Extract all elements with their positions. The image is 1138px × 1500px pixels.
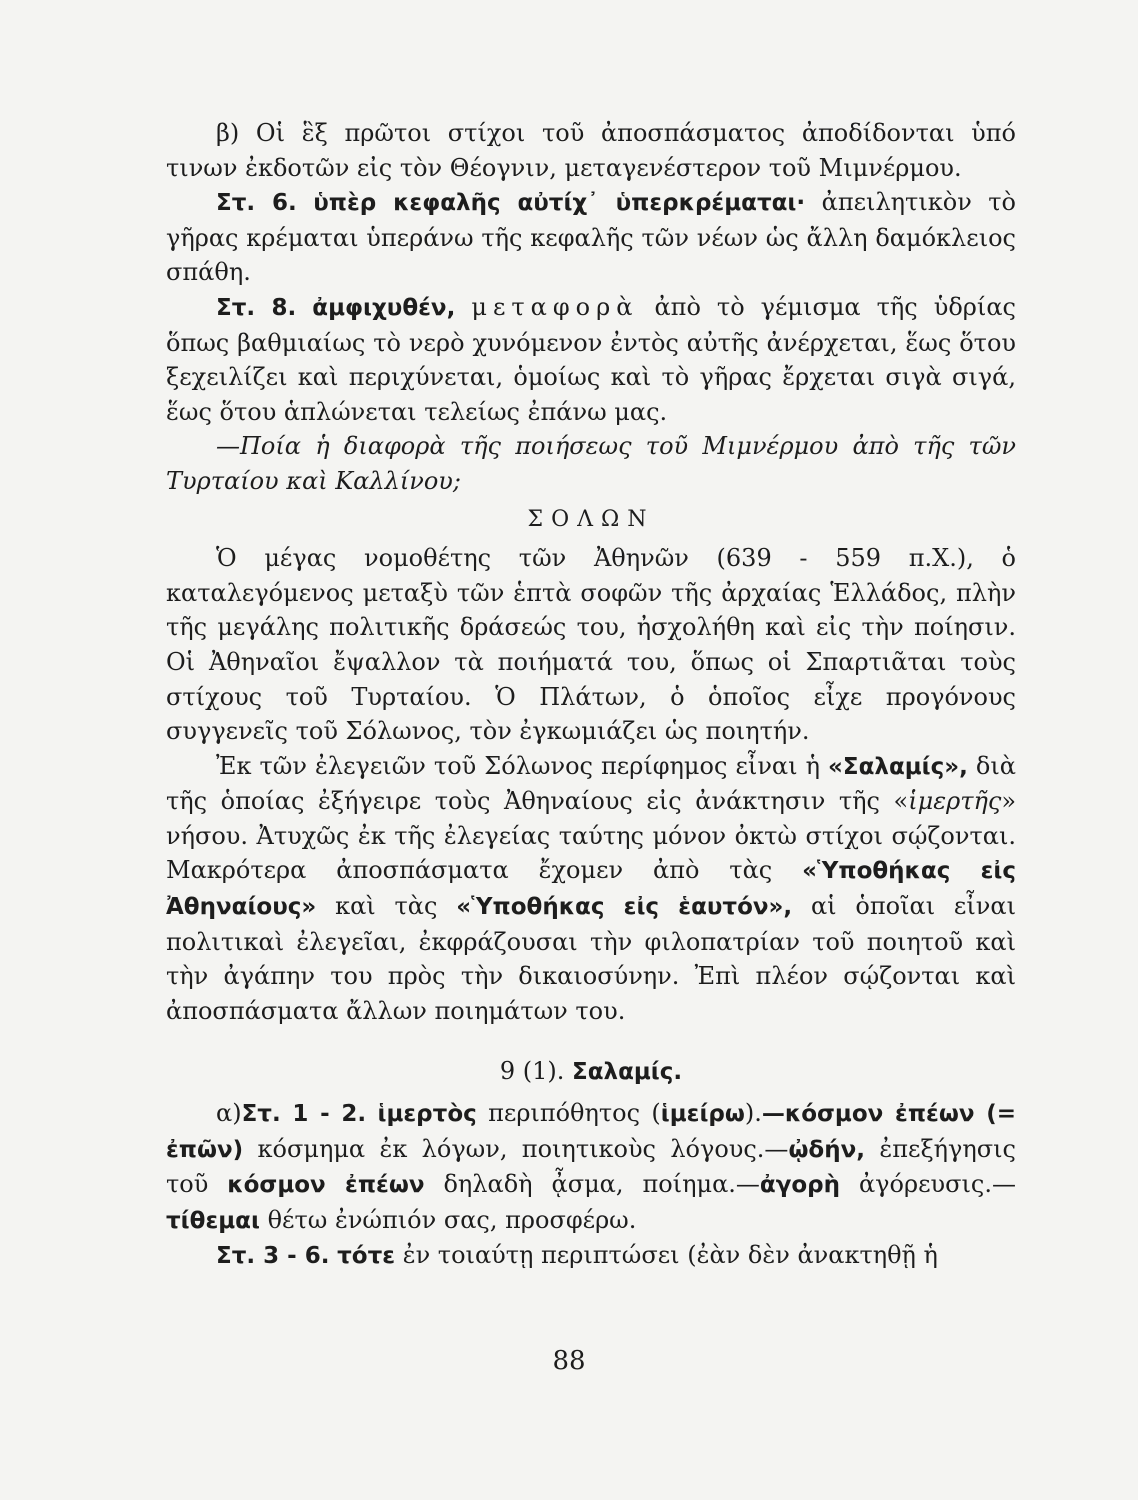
headword: τίθεμαι	[166, 1207, 260, 1234]
verse-ref: Στ. 3 - 6.	[216, 1243, 330, 1270]
paragraph-verse-1-2	[166, 1096, 1016, 1238]
page-body	[166, 116, 1016, 1274]
paragraph-solon-bio: Ὁ μέγας νομοθέτης τῶν Ἀθηνῶν (639 - 559 π.Χ.), ὁ καταλεγόμενος μεταξὺ τῶν ἑπτὰ σοφῶν τῆς ἀρχαίας Ἑλλάδος, πλὴν τῆς μεγάλης πολιτικῆς δράσεώς του, ἠσχολήθη καὶ εἰς τὴν ποίησιν. Οἱ Ἀθηναῖοι ἔψαλλον τὰ ποιήματά του, ὅπως οἱ Σπαρτιᾶται τοὺς στίχους τοῦ Τυρταίου. Ὁ Πλάτων, ὁ ὁποῖος εἶχε προγόνους συγγενεῖς τοῦ Σόλωνος, τὸν ἐγκωμιάζει ὡς ποιητήν.	[166, 544, 1016, 746]
paragraph-authorship: β) Οἱ ἓξ πρῶτοι στίχοι τοῦ ἀποσπάσματος ἀποδίδονται ὑπό τινων ἐκδοτῶν εἰς τὸν Θέογνιν, μεταγενέστερον τοῦ Μιμνέρμου.	[166, 119, 1016, 182]
paragraph-solon-works	[166, 749, 1016, 1029]
headword: τότε	[337, 1243, 396, 1270]
poem-title: Σαλαμίς.	[572, 1059, 683, 1086]
headword: ἱμερτὸς	[377, 1101, 477, 1128]
headword: ἱμείρω	[660, 1101, 745, 1128]
poem-heading	[166, 1054, 1016, 1090]
paragraph-verse-8	[166, 290, 1016, 429]
headword: ἀμφιχυθέν,	[312, 294, 456, 321]
text-run: δηλαδὴ ᾆσμα, ποίημα.—	[443, 1170, 760, 1199]
text-run: περιπόθητος (	[488, 1099, 661, 1128]
headword: ᾠδήν,	[788, 1136, 866, 1163]
text-run: ).	[744, 1099, 762, 1128]
text-run: ἀγόρευσις.—	[858, 1170, 1016, 1199]
gloss-text: ἀπειλητικὸν τὸ γῆρας κρέμαται ὑπεράνω τῆς κεφαλῆς τῶν νέων ὡς ἄλλη δαμόκλειος σπάθη.	[166, 188, 1016, 287]
text-run: κόσμημα ἐκ λόγων, ποιητικοὺς λόγους.—	[257, 1134, 789, 1163]
headword: κόσμον ἐπέων	[227, 1172, 425, 1199]
work-title: «Ὑποθήκας εἰς ἑαυτόν»,	[456, 894, 793, 921]
headword: ὑπὲρ κεφαλῆς αὐτίχ᾽ ὑπερκρέμαται·	[313, 190, 806, 217]
text-run: ἐπεξήγησις τοῦ	[166, 1134, 1016, 1199]
headword: —κόσμον ἐπέων (= ἐπῶν)	[166, 1101, 1016, 1163]
paragraph-verse-6	[166, 185, 1016, 290]
text-run: » νήσου. Ἀτυχῶς ἐκ τῆς ἐλεγείας ταύτης μόνον ὀκτὼ στίχοι σῴζονται. Μακρότερα ἀποσπάσματα ἔχομεν ἀπὸ τὰς	[166, 787, 1016, 885]
text-run: διὰ τῆς ὁποίας ἐξήγειρε τοὺς Ἀθηναίους εἰς ἀνάκτησιν τῆς «	[166, 751, 1016, 816]
verse-ref: Στ. 1 - 2.	[241, 1101, 367, 1128]
section-title: ΣΟΛΩΝ	[527, 506, 655, 532]
spaced-term: μεταφορὰ	[471, 292, 639, 321]
work-title: «Σαλαμίς»,	[828, 753, 968, 780]
text-run: Ἐκ τῶν ἐλεγειῶν τοῦ Σόλωνος περίφημος εἶναι ἡ	[216, 751, 820, 780]
headword: ἀγορὴ	[759, 1172, 841, 1199]
paragraph-verse-3-6	[166, 1238, 1016, 1274]
page-number: 88	[552, 1346, 586, 1376]
text-run: ἐν τοιαύτῃ περιπτώσει (ἐὰν δὲν ἀνακτηθῇ ἡ	[402, 1241, 938, 1270]
text-run: θέτω ἐνώπιόν σας, προσφέρω.	[267, 1205, 637, 1234]
verse-ref: Στ. 8.	[216, 294, 297, 321]
verse-ref: Στ. 6.	[216, 190, 297, 217]
study-question: —Ποία ἡ διαφορὰ τῆς ποιήσεως τοῦ Μιμνέρμου ἀπὸ τῆς τῶν Τυρταίου καὶ Καλλίνου;	[166, 432, 1016, 495]
gloss-text: ἀπὸ τὸ γέμισμα τῆς ὑδρίας ὅπως βαθμιαίως τὸ νερὸ χυνόμενον ἐντὸς αὐτῆς ἀνέρχεται, ἕως ὅτου ξεχειλίζει καὶ περιχύνεται, ὁμοίως καὶ τὸ γῆρας ἔρχεται σιγὰ σιγά, ἕως ὅτου ἁπλώνεται τελείως ἐπάνω μας.	[166, 292, 1016, 426]
work-title: «Ὑποθήκας εἰς Ἀθηναίους»	[166, 858, 1016, 921]
list-marker: α)	[216, 1099, 242, 1128]
emphasis: ἱμερτῆς	[908, 787, 1002, 816]
text-run: καὶ τὰς	[335, 892, 438, 921]
text-run: αἱ ὁποῖαι εἶναι πολιτικαὶ ἐλεγεῖαι, ἐκφράζουσαι τὴν φιλοπατρίαν τοῦ ποιητοῦ καὶ τὴν ἀγάπην του πρὸς τὴν δικαιοσύνην. Ἐπὶ πλέον σῴζονται καὶ ἀποσπάσματα ἄλλων ποιημάτων του.	[166, 892, 1016, 1025]
poem-number: 9 (1).	[499, 1057, 565, 1086]
